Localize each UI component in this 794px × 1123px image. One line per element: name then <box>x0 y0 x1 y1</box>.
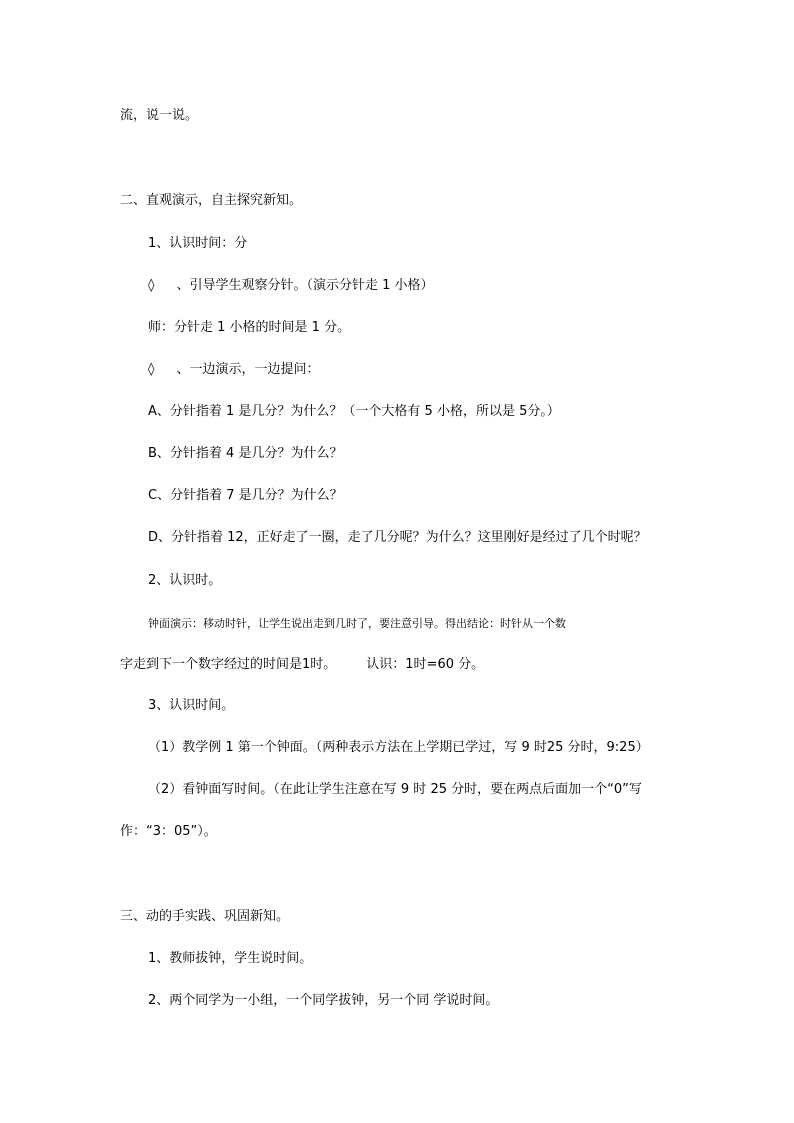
text-line: 师：分针走 1 小格的时间是 1 分。 <box>148 320 351 335</box>
text-line: （2）看钟面写时间。（在此让学生注意在写 9 时 25 分时，要在两点后面加一个“0”写 <box>148 782 642 797</box>
text-line: 1、教师拔钟，学生说时间。 <box>148 951 313 966</box>
text-line-content: 字走到下一个数字经过的时间是1时。 <box>120 657 337 672</box>
text-line: C、分针指着 7 是几分？为什么？ <box>148 488 343 503</box>
text-line: B、分针指着 4 是几分？为什么？ <box>148 446 343 461</box>
text-line <box>148 362 319 378</box>
subsection-heading: 3、认识时间。 <box>148 698 235 713</box>
text-line-content: 认识：1时=60 分。 <box>366 657 485 672</box>
text-line: D、分针指着 12，正好走了一圈，走了几分呢？为什么？这里刚好是经过了几个时呢？ <box>148 530 647 545</box>
section-heading: 三、动的手实践、巩固新知。 <box>120 909 290 924</box>
text-line: 钟面演示：移动时针，让学生说出走到几时了，要注意引导。得出结论：时针从一个数 <box>148 617 566 630</box>
text-line-content: 、一边演示，一边提问： <box>176 362 320 377</box>
text-line: A、分针指着 1 是几分？为什么？（一个大格有 5 小格，所以是 5分。） <box>148 404 560 419</box>
bullet-mark: ◊ <box>148 278 155 293</box>
text-line <box>120 657 484 673</box>
text-line: 2、两个同学为一小组，一个同学拔钟，另一个同 学说时间。 <box>148 993 499 1008</box>
text-line <box>148 278 433 294</box>
text-line: 流，说一说。 <box>120 108 199 123</box>
text-line-content: 、引导学生观察分针。（演示分针走 1 小格） <box>176 278 434 293</box>
section-heading: 二、直观演示，自主探究新知。 <box>120 193 303 208</box>
text-line: （1）教学例 1 第一个钟面。（两种表示方法在上学期已学过，写 9 时25 分时，9:25） <box>148 740 649 755</box>
text-line: 作：“3：05”）。 <box>120 824 217 839</box>
subsection-heading: 1、认识时间：分 <box>148 236 248 251</box>
subsection-heading: 2、认识时。 <box>148 573 222 588</box>
bullet-mark: ◊ <box>148 362 155 377</box>
